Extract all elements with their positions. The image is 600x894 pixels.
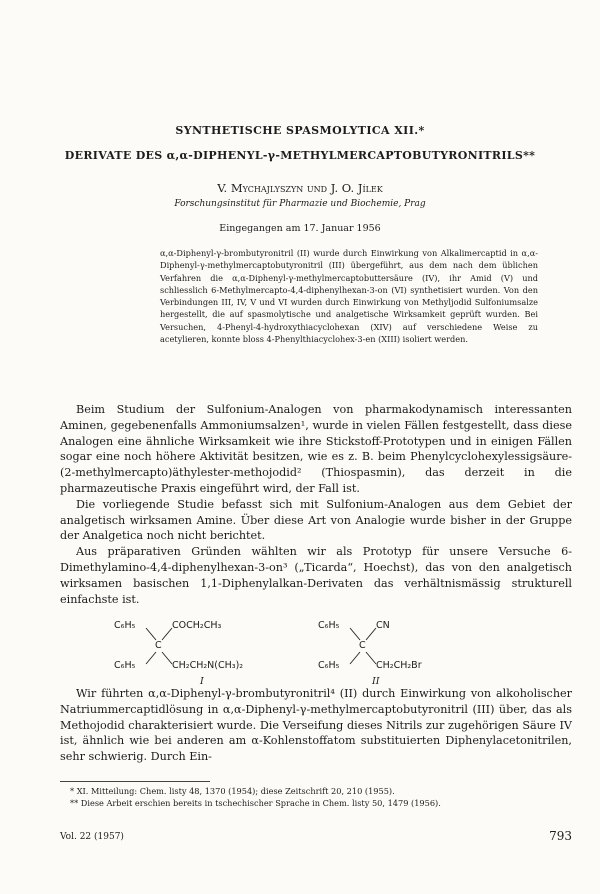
- paragraph-4: Wir führten α,α-Diphenyl-γ-brombutyronitril⁴ (II) durch Einwirkung von alkoholischer Natriummercaptidlösung in α,α-Diphenyl-γ-methylmercaptobutyronitril (III) über, das als Methojodid charakterisiert wurde. Die Verseifung dieses Nitrils zur zugehörigen Säure IV ist, ähnlich wie bei anderen am α-Kohlenstoffatom substituierten Diphenylacetonitrilen, sehr schwierig. Durch Ein-: [60, 687, 572, 764]
- footnote-rule: [60, 781, 210, 782]
- received-date: Eingegangen am 17. Januar 1956: [219, 223, 381, 234]
- formula-2-center: C: [359, 640, 366, 651]
- formula-2-bottom-right: CH₂CH₂Br: [376, 660, 422, 671]
- footnote-1: * XI. Mitteilung: Chem. listy 48, 1370 (1954); diese Zeitschrift 20, 210 (1955).: [70, 786, 395, 796]
- body-text-continued: [60, 686, 572, 765]
- authors: V. Mychajlyszyn und J. O. Jílek: [217, 181, 383, 195]
- paragraph-1: Beim Studium der Sulfonium-Analogen von pharmakodynamisch interessanten Aminen, gegebenenfalls Ammoniumsalzen¹, wurde in vielen Fällen festgestellt, dass diese Analogen eine ähnliche Wirksamkeit wie ihre Stickstoff-Prototypen und in einigen Fällen sogar eine noch höhere Aktivität besitzen, wie es z. B. beim Phenylcyclohexylessigsäure-(2-methylmercapto)äthylester-methojodid² (Thiospasmin), das derzeit in die pharmazeutische Praxis eingeführt wird, der Fall ist.: [60, 403, 572, 495]
- structural-formulas: [112, 618, 472, 688]
- volume-info: Vol. 22 (1957): [60, 832, 124, 842]
- abstract: α,α-Diphenyl-γ-brombutyronitril (II) wurde durch Einwirkung von Alkalimercaptid in α,α-Diphenyl-γ-methylmercaptobutyronitril (III) übergeführt, aus dem nach dem üblichen Verfahren die α,α-Diphenyl-γ-methylmercaptobuttersäure (IV), ihr Amid (V) und schliesslich 6-Methylmercapto-4,4-diphenylhexan-3-on (VI) synthetisiert wurden. Von den Verbindungen III, IV, V und VI wurden durch Einwirkung von Methyljodid Sulfoniumsalze hergestellt, die auf spasmolytische und analgetische Wirksamkeit geprüft wurden. Bei Versuchen, 4-Phenyl-4-hydroxythiacyclohexan (XIV) auf verschiedene Weise zu acetylieren, konnte bloss 4-Phenylthiacyclohex-3-en (XIII) isoliert werden.: [160, 248, 538, 345]
- body-text: [60, 402, 572, 607]
- formula-1-bottom-left: C₆H₅: [114, 660, 136, 671]
- formula-1-bottom-right: CH₂CH₂N(CH₃)₂: [172, 660, 244, 671]
- institution: Forschungsinstitut für Pharmazie und Biochemie, Prag: [174, 199, 426, 209]
- formula-1-center: C: [155, 640, 162, 651]
- formula-2-top-left: C₆H₅: [318, 620, 340, 631]
- formula-1-top-left: C₆H₅: [114, 620, 136, 631]
- formula-2-label: II: [372, 676, 380, 687]
- formula-2-top-right: CN: [376, 620, 390, 631]
- footnote-2: ** Diese Arbeit erschien bereits in tschechischer Sprache in Chem. listy 50, 1479 (1956).: [70, 798, 441, 808]
- formula-1-top-right: COCH₂CH₃: [172, 620, 222, 631]
- footnotes: [60, 785, 572, 809]
- paragraph-3: Aus präparativen Gründen wählten wir als Prototyp für unsere Versuche 6-Dimethylamino-4,4-diphenylhexan-3-on³ („Ticarda“, Hoechst), das von den analgetisch wirksamen basischen 1,1-Diphenylalkan-Derivaten das verhältnismässig strukturell einfachste ist.: [60, 545, 572, 606]
- title-line-1: SYNTHETISCHE SPASMOLYTICA XII.*: [175, 124, 425, 137]
- formula-bonds: [112, 618, 472, 688]
- formula-1-label: I: [200, 676, 204, 687]
- page-number: 793: [549, 829, 572, 843]
- title-line-2: DERIVATE DES α,α-DIPHENYL-γ-METHYLMERCAPTOBUTYRONITRILS**: [64, 149, 536, 162]
- paragraph-2: Die vorliegende Studie befasst sich mit Sulfonium-Analogen aus dem Gebiet der analgetisch wirksamen Amine. Über diese Art von Analogie wurde bisher in der Gruppe der Analgetica noch nicht berichtet.: [60, 497, 572, 543]
- formula-2-bottom-left: C₆H₅: [318, 660, 340, 671]
